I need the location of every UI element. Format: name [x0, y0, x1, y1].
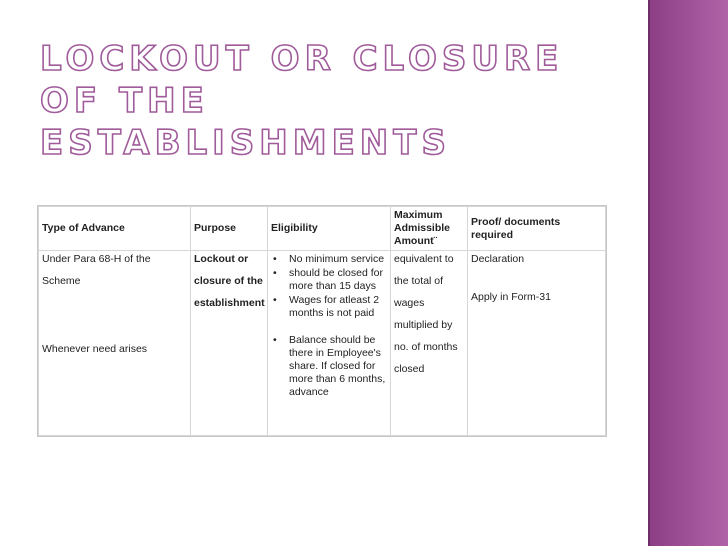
header-eligibility: Eligibility	[268, 207, 391, 251]
type-line: Under Para 68-H of the	[42, 253, 151, 265]
max-amount-line: no. of months	[394, 341, 458, 353]
eligibility-item: • Wages for atleast 2 months is not paid	[271, 294, 387, 320]
header-type-of-advance: Type of Advance	[39, 207, 191, 251]
header-proof-documents: Proof/ documents required	[468, 207, 606, 251]
max-amount-line: the total of	[394, 275, 444, 287]
cell-purpose	[191, 251, 268, 436]
type-line: Whenever need arises	[42, 343, 148, 355]
max-amount-line: wages	[394, 297, 425, 309]
slide-title-line-1: LOCKOUT OR CLOSURE OF THE	[40, 39, 564, 121]
type-line: Scheme	[42, 275, 81, 287]
eligibility-item: • Balance should be there in Employee's share. If closed for more than 6 months, advance	[271, 334, 387, 399]
slide-title-line-2: ESTABLISHMENTS	[40, 123, 451, 163]
purpose-line: closure of the	[194, 275, 263, 287]
max-amount-line: equivalent to	[394, 253, 454, 265]
table-header-row	[39, 207, 606, 251]
purpose-line: Lockout or	[194, 253, 249, 265]
cell-proof-documents	[468, 251, 606, 436]
header-maximum-amount: Maximum Admissible Amount¨	[391, 207, 468, 251]
proof-line: Declaration	[471, 253, 525, 265]
eligibility-item: • should be closed for more than 15 days	[271, 267, 387, 293]
max-amount-line: multiplied by	[394, 319, 453, 331]
header-purpose: Purpose	[191, 207, 268, 251]
eligibility-item: • No minimum service	[271, 253, 387, 266]
cell-type-of-advance	[39, 251, 191, 436]
decorative-sidebar	[650, 0, 728, 546]
cell-eligibility	[268, 251, 391, 436]
table-row	[39, 251, 606, 436]
slide-title	[40, 38, 640, 164]
cell-maximum-amount	[391, 251, 468, 436]
max-amount-line: closed	[394, 363, 425, 375]
proof-line: Apply in Form-31	[471, 291, 551, 303]
advance-table	[37, 205, 607, 437]
purpose-line: establishment	[194, 297, 265, 309]
